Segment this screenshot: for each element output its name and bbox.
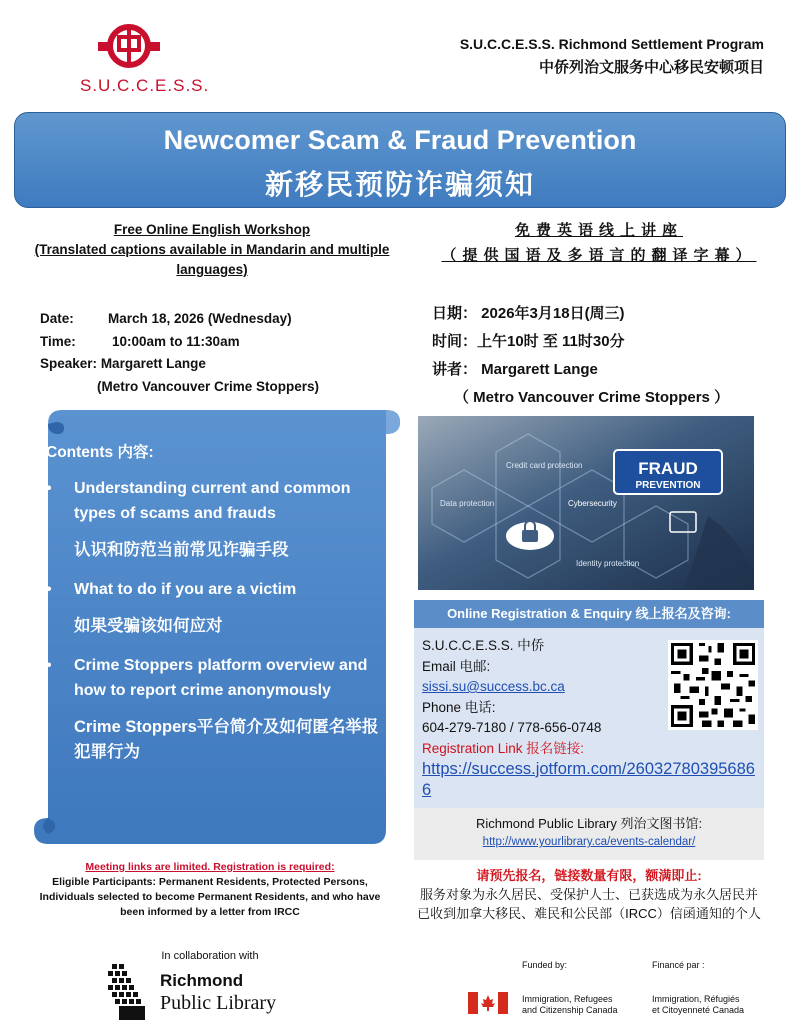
speaker-org-zh: （ Metro Vancouver Crime Stoppers ） [454,389,730,406]
workshop-line2: (Translated captions available in Mandarin and multiple languages) [34,242,390,277]
ircc-en-line2: and Citizenship Canada [522,1005,618,1015]
library-events-link[interactable]: http://www.yourlibrary.ca/events-calendar/ [482,836,696,848]
workshop-heading-en [32,220,392,280]
ircc-en-line1: Immigration, Refugees [522,994,613,1004]
contents-title: Contents 内容: [46,444,154,461]
registration-required-note: Meeting links are limited. Registration is required: [85,861,335,873]
registration-link[interactable]: https://success.jotform.com/260327803956866 [422,760,755,799]
page-title-en: Newcomer Scam & Fraud Prevention [163,125,637,155]
data-protection-label: Data protection [440,499,495,508]
item-zh: 认识和防范当前常见诈骗手段 [74,541,289,559]
collab-label: In collaboration with [161,950,259,962]
canada-flag-icon [468,992,508,1014]
ircc-fr-line2: et Citoyenneté Canada [652,1005,745,1015]
library-logo-line1: Richmond [160,971,244,990]
page-title-zh: 新移民预防诈骗须知 [264,169,535,200]
list-item: • What to do if you are a victim [46,581,297,598]
event-details-zh [432,300,729,412]
workshop-zh-line1: 免费英语线上讲座 [514,222,683,239]
qr-code-icon[interactable] [668,640,758,730]
fraud-badge-line1: FRAUD [638,459,698,478]
item-zh: Crime Stoppers平台简介及如何匿名举报犯罪行为 [74,718,379,761]
event-details-en [40,308,319,398]
library-logo-line2: Public Library [160,992,277,1014]
item-zh: 如果受骗该如何应对 [74,617,223,635]
eligibility-note-zh [414,866,764,923]
eligibility-text: Eligible Participants: Permanent Residents, Protected Persons, Individuals selected to become Permanent Residents, and who have been informed by a letter from IRCC [39,876,381,918]
workshop-heading-zh [416,218,782,268]
item-en: Crime Stoppers platform overview and how to report crime anonymously [74,657,368,699]
email-label: Email 电邮: [422,658,491,674]
time-label: Time: [40,333,76,349]
date-value: March 18, 2026 (Wednesday) [108,311,292,326]
ircc-name-fr [652,994,744,1016]
phone-label: Phone 电话: [422,699,496,715]
org-name-zh: 中侨列治文服务中心移民安顿项目 [538,59,764,76]
speaker-org: (Metro Vancouver Crime Stoppers) [97,378,320,394]
date-zh: 日期： 2026年3月18日(周三) [432,305,625,322]
time-value: 10:00am to 11:30am [112,333,240,349]
date-label: Date: [40,311,74,326]
fraud-badge-line2: PREVENTION [635,480,701,491]
item-en: Understanding current and common types of scams and frauds [74,480,351,522]
speaker-label: Speaker: [40,356,98,371]
identity-label: Identity protection [576,559,640,568]
registration-link-label: Registration Link 报名链接: [422,740,585,756]
reg-org: S.U.C.C.E.S.S. 中侨 [422,638,545,653]
richmond-library-logo [104,962,304,1022]
fraud-prevention-image [418,416,754,590]
ircc-fr-line1: Immigration, Réfugiés [652,994,740,1004]
registration-header: Online Registration & Enquiry 线上报名及咨询: [414,600,764,628]
registration-required-note-zh: 请预先报名，链接数量有限，额满即止: [476,868,702,883]
success-logo-icon [98,22,160,70]
eligibility-note [26,860,394,920]
speaker-zh: 讲者： Margarett Lange [432,361,598,378]
list-item: • Understanding current and common types of scams and frauds [46,480,351,522]
title-banner [14,112,786,208]
cybersecurity-label: Cybersecurity [568,499,617,508]
email-link[interactable]: sissi.su@success.bc.ca [422,679,565,694]
credit-card-label: Credit card protection [506,461,583,470]
contents-list [46,440,386,779]
ircc-name-en [522,994,618,1016]
item-en: What to do if you are a victim [74,581,297,598]
org-name-en: S.U.C.C.E.S.S. Richmond Settlement Program [459,36,764,52]
logo-text: S.U.C.C.E.S.S. [80,76,210,95]
library-info [414,814,764,852]
finance-par-label: Financé par : [652,960,705,970]
speaker-value: Margarett Lange [100,356,206,371]
funded-by-label: Funded by: [522,960,568,970]
workshop-line1: Free Online English Workshop [113,222,311,237]
time-zh: 时间：上午10时 至 11时30分 [432,333,625,350]
eligibility-text-zh: 服务对象为永久居民、受保护人士、已获选成为永久居民并已收到加拿大移民、难民和公民部（IRCC）信函通知的个人 [417,887,761,921]
workshop-zh-line2: （提供国语及多语言的翻译字幕） [441,247,757,264]
library-name: Richmond Public Library 列治文图书馆: [475,816,703,831]
list-item: • Crime Stoppers platform overview and how to report crime anonymously [46,657,368,699]
phone-value: 604-279-7180 / 778-656-0748 [422,720,602,735]
